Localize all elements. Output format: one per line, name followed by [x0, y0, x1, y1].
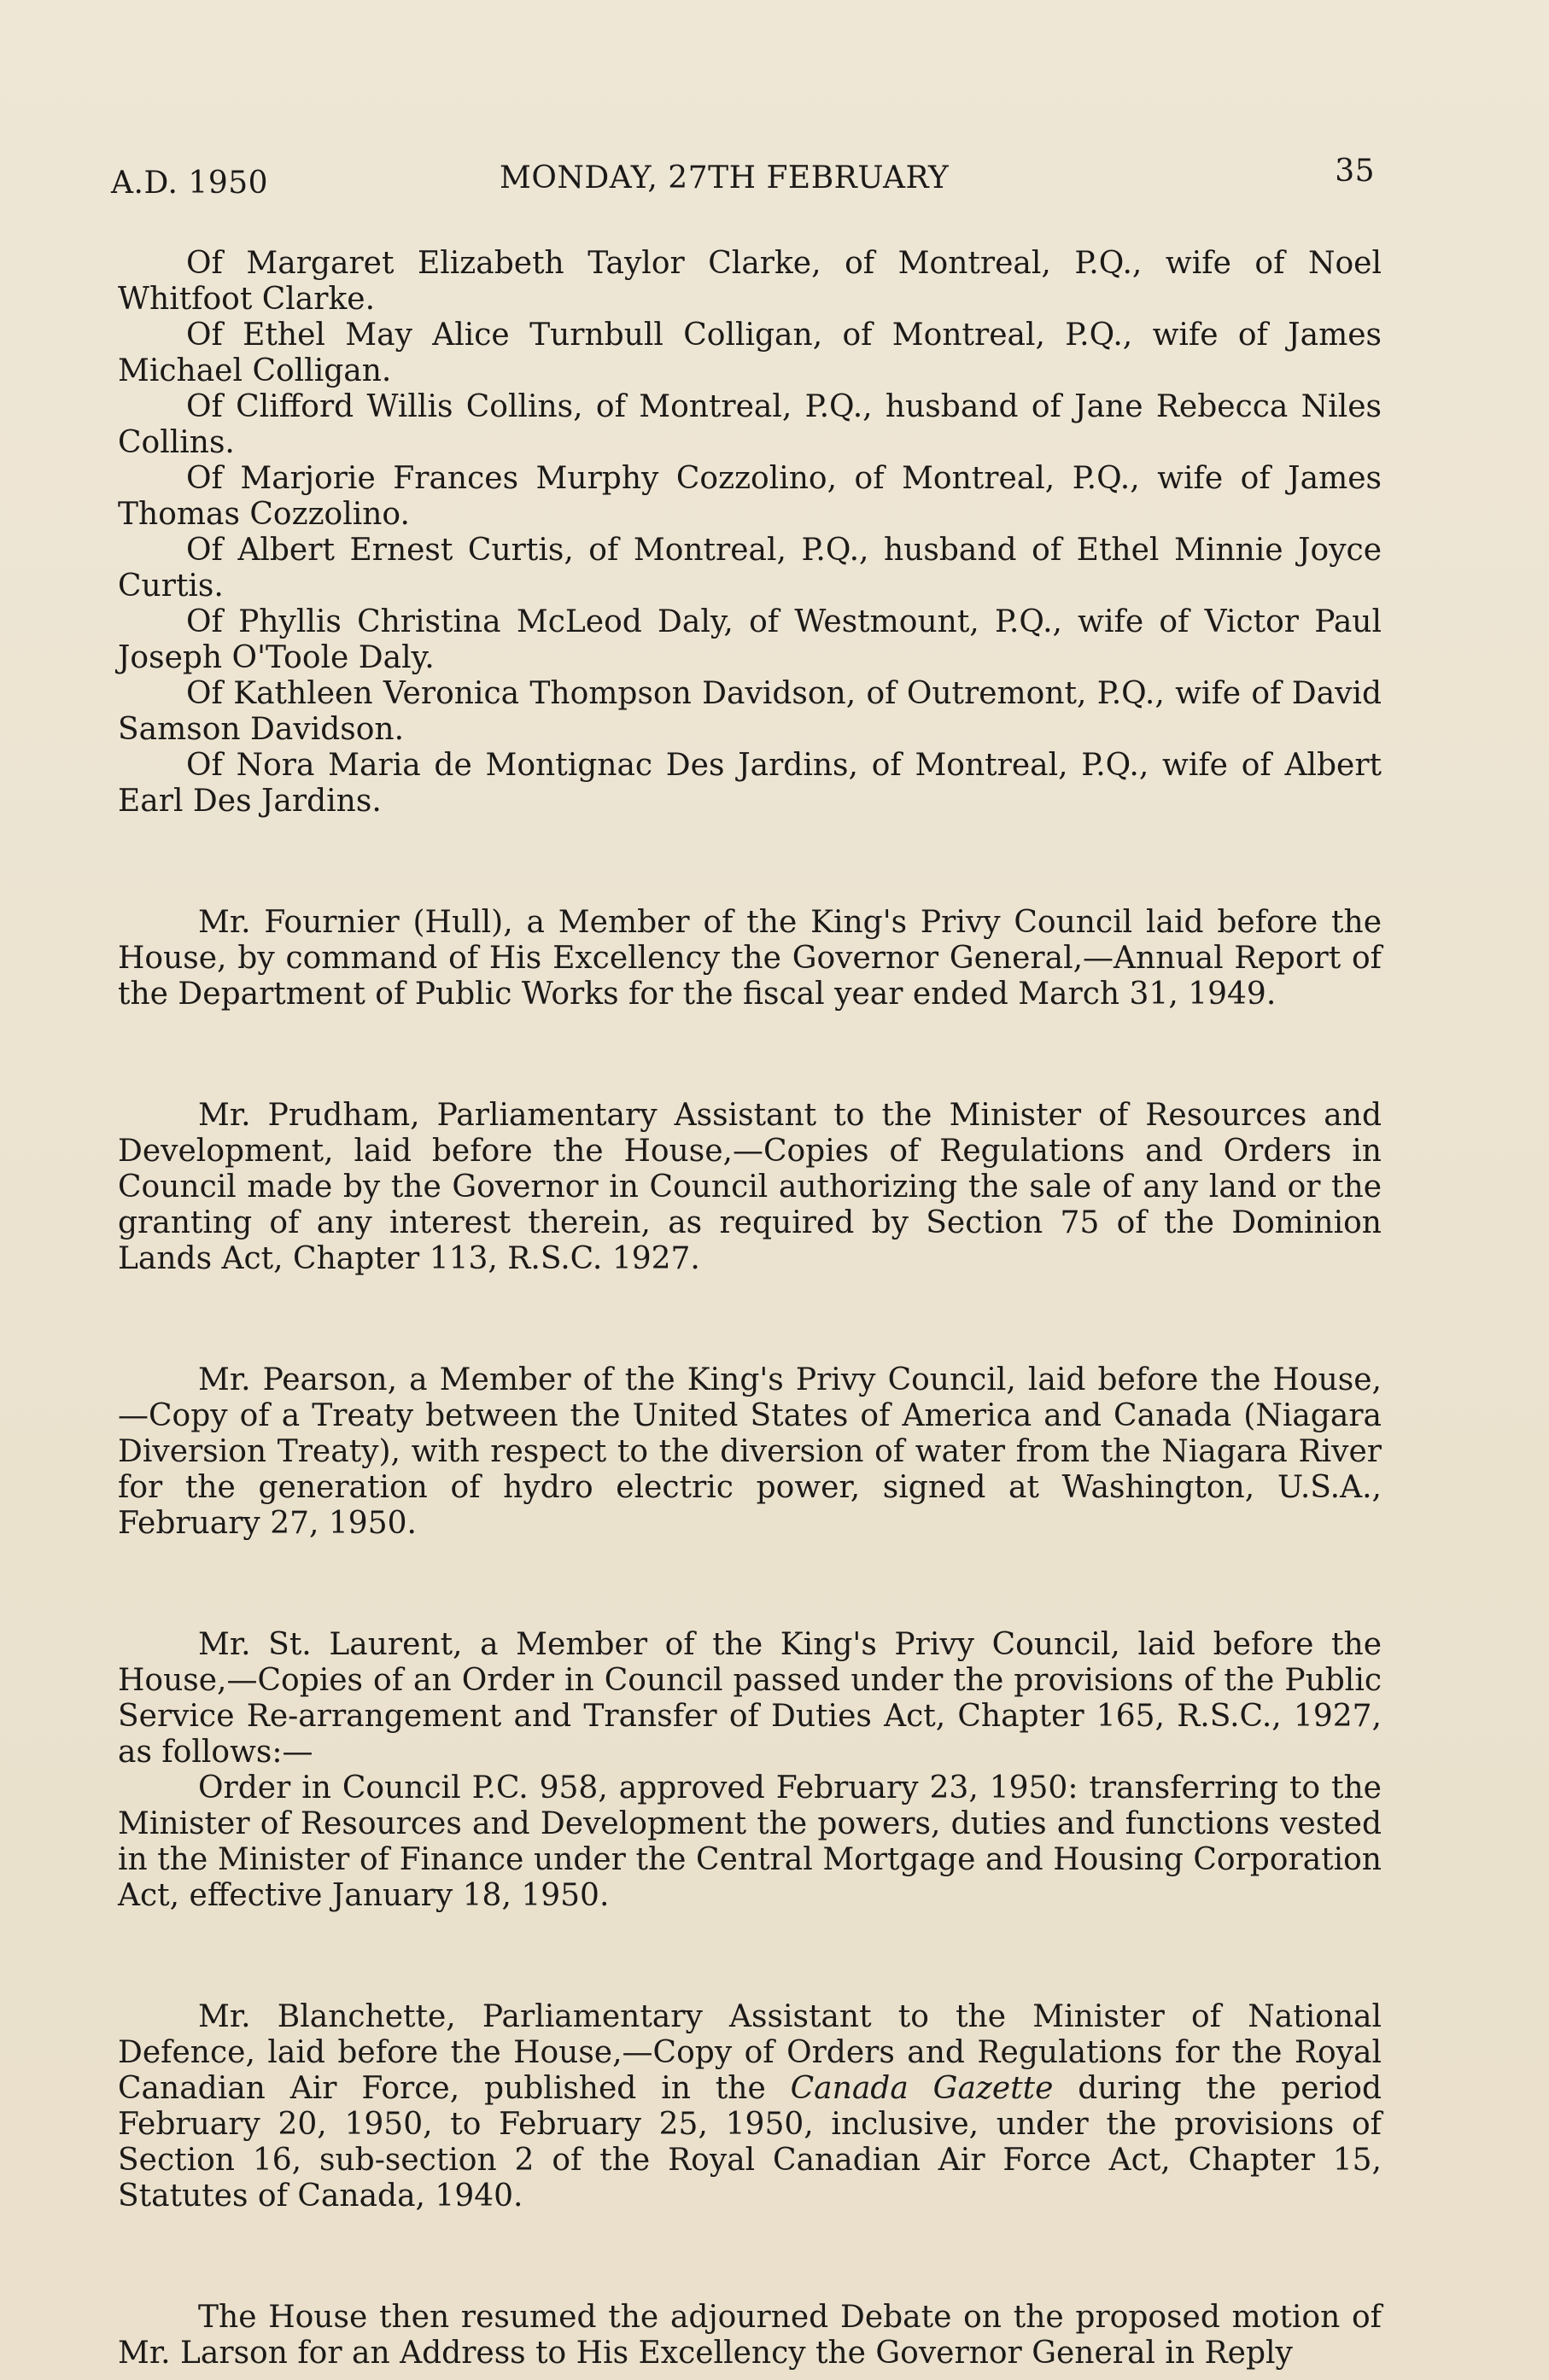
paragraph-order-in-council: Order in Council P.C. 958, approved February 23, 1950: transferring to the Minister of Resources and Development the powers, duties and functions vested in the Minister of Finance under the Central Mortgage and Housing Corporation Act, effective January 18, 1950.	[118, 1770, 1382, 1913]
spacer	[118, 1914, 1382, 1999]
paragraph-prudham: Mr. Prudham, Parliamentary Assistant to the Minister of Resources and Development, laid before the House,—Copies of Regulations and Orders in Council made by the Governor in Council authorizing the sale of any land or the granting of any interest therein, as required by Section 75 of the Dominion Lands Act, Chapter 113, R.S.C. 1927.	[118, 1098, 1382, 1276]
paragraph-blanchette	[118, 1999, 1382, 2214]
petition-clarke: Of Margaret Elizabeth Taylor Clarke, of Montreal, P.Q., wife of Noel Whitfoot Clarke.	[118, 246, 1382, 317]
petition-colligan: Of Ethel May Alice Turnbull Colligan, of Montreal, P.Q., wife of James Michael Colligan.	[118, 318, 1382, 388]
petition-cozzolino: Of Marjorie Frances Murphy Cozzolino, of Montreal, P.Q., wife of James Thomas Cozzolino.	[118, 461, 1382, 532]
paragraph-pearson: Mr. Pearson, a Member of the King's Privy Council, laid before the House,—Copy of a Treaty between the United States of America and Canada (Niagara Diversion Treaty), with respect to the diversion of water from the Niagara River for the generation of hydro electric power, signed at Washington, U.S.A., February 27, 1950.	[118, 1362, 1382, 1541]
header-year: A.D. 1950	[111, 166, 269, 201]
petition-collins: Of Clifford Willis Collins, of Montreal, P.Q., husband of Jane Rebecca Niles Collins.	[118, 389, 1382, 460]
spacer	[118, 1542, 1382, 1627]
petition-davidson: Of Kathleen Veronica Thompson Davidson, of Outremont, P.Q., wife of David Samson Davidson.	[118, 676, 1382, 747]
page-number: 35	[1335, 154, 1375, 189]
header-date: MONDAY, 27TH FEBRUARY	[500, 160, 950, 195]
publication-title: Canada Gazette	[790, 2071, 1054, 2106]
blanchette-text-start: Mr. Blanchette, Parliamentary Assistant to the Minister of National Defence, laid before the House,—Copy of Orders and Regulations for the Royal Canadian Air Force, published in the	[118, 1999, 1382, 2106]
paragraph-fournier: Mr. Fournier (Hull), a Member of the King's Privy Council laid before the House, by command of His Excellency the Governor General,—Annual Report of the Department of Public Works for the fiscal year ended March 31, 1949.	[118, 905, 1382, 1012]
petition-des-jardins: Of Nora Maria de Montignac Des Jardins, of Montreal, P.Q., wife of Albert Earl Des Jardins.	[118, 748, 1382, 819]
page-header	[111, 154, 1375, 205]
spacer	[118, 1277, 1382, 1362]
spacer	[118, 1012, 1382, 1098]
page-body	[118, 246, 1382, 2371]
blanchette-text-end: during the period February 20, 1950, to February 25, 1950, inclusive, under the provisions of Section 16, sub-section 2 of the Royal Canadian Air Force Act, Chapter 15, Statutes of Canada, 1940.	[118, 2071, 1382, 2214]
spacer	[118, 2214, 1382, 2300]
petition-daly: Of Phyllis Christina McLeod Daly, of Westmount, P.Q., wife of Victor Paul Joseph O'Toole Daly.	[118, 604, 1382, 675]
paragraph-st-laurent: Mr. St. Laurent, a Member of the King's Privy Council, laid before the House,—Copies of an Order in Council passed under the provisions of the Public Service Re-arrangement and Transfer of Duties Act, Chapter 165, R.S.C., 1927, as follows:—	[118, 1627, 1382, 1770]
spacer	[118, 820, 1382, 905]
petition-curtis: Of Albert Ernest Curtis, of Montreal, P.Q., husband of Ethel Minnie Joyce Curtis.	[118, 533, 1382, 604]
paragraph-debate: The House then resumed the adjourned Debate on the proposed motion of Mr. Larson for an Address to His Excellency the Governor General in Reply	[118, 2300, 1382, 2371]
